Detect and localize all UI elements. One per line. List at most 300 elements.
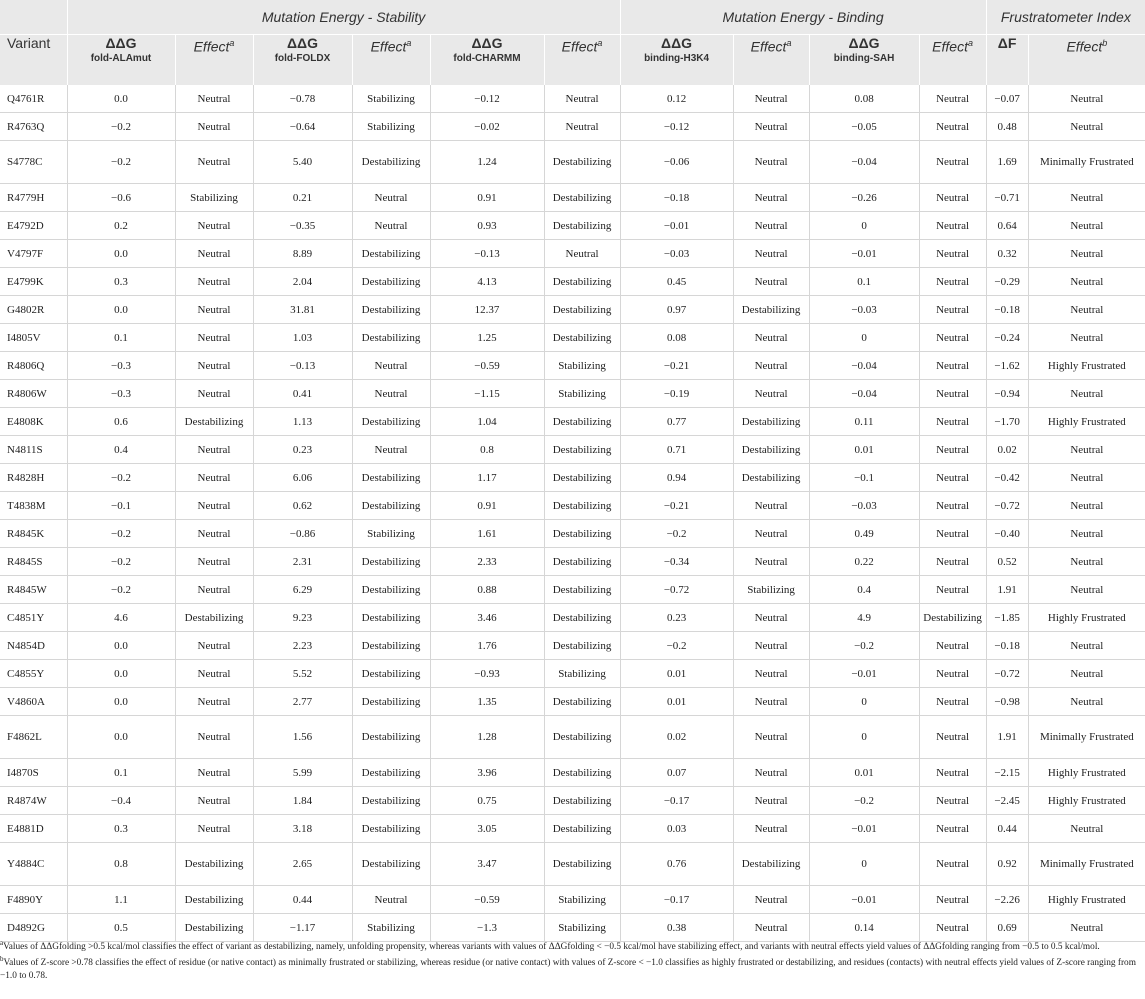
ddg-h3k4-cell: −0.21: [620, 492, 733, 520]
ddg-h3k4-cell: 0.45: [620, 268, 733, 296]
ddg-charmm-cell: 1.17: [430, 464, 544, 492]
effect-h3k4-cell: Neutral: [733, 759, 809, 787]
frustration-effect-cell: Neutral: [1028, 324, 1145, 352]
effect-charmm-cell: Destabilizing: [544, 604, 620, 632]
table-row: [0, 352, 1145, 380]
delta-f-cell: −0.18: [986, 632, 1028, 660]
variant-cell: V4797F: [0, 240, 67, 268]
col-header-ddg-charmm: [430, 35, 544, 86]
ddg-alamut-cell: −0.3: [67, 380, 175, 408]
effect-alamut-cell: Stabilizing: [175, 184, 253, 212]
effect-foldx-cell: Destabilizing: [352, 632, 430, 660]
frustration-effect-cell: Neutral: [1028, 815, 1145, 843]
variant-cell: E4792D: [0, 212, 67, 240]
effect-sah-cell: Neutral: [919, 380, 986, 408]
ddg-sah-cell: 0.49: [809, 520, 919, 548]
ddg-charmm-cell: 1.25: [430, 324, 544, 352]
effect-h3k4-cell: Neutral: [733, 184, 809, 212]
effect-charmm-cell: Destabilizing: [544, 759, 620, 787]
frustration-effect-cell: Highly Frustrated: [1028, 759, 1145, 787]
frustration-effect-cell: Neutral: [1028, 184, 1145, 212]
ddg-foldx-cell: 6.29: [253, 576, 352, 604]
ddg-sah-cell: 0: [809, 212, 919, 240]
variant-cell: R4828H: [0, 464, 67, 492]
effect-charmm-cell: Destabilizing: [544, 296, 620, 324]
effect-sah-cell: Neutral: [919, 716, 986, 759]
effect-foldx-cell: Destabilizing: [352, 296, 430, 324]
delta-f-cell: 0.92: [986, 843, 1028, 886]
effect-charmm-cell: Destabilizing: [544, 268, 620, 296]
effect-h3k4-cell: Destabilizing: [733, 843, 809, 886]
ddg-alamut-cell: −0.2: [67, 464, 175, 492]
ddg-h3k4-cell: 0.94: [620, 464, 733, 492]
table-header: [0, 0, 1145, 85]
frustration-effect-cell: Neutral: [1028, 436, 1145, 464]
effect-foldx-cell: Destabilizing: [352, 716, 430, 759]
variant-cell: I4870S: [0, 759, 67, 787]
ddg-foldx-cell: 3.18: [253, 815, 352, 843]
ddg-sah-cell: 0.01: [809, 759, 919, 787]
effect-charmm-cell: Destabilizing: [544, 141, 620, 184]
footnote-a-mark: a: [0, 939, 4, 947]
ddg-charmm-cell: 3.47: [430, 843, 544, 886]
effect-h3k4-cell: Neutral: [733, 141, 809, 184]
effect-sah-cell: Neutral: [919, 324, 986, 352]
variant-cell: E4881D: [0, 815, 67, 843]
frustration-effect-cell: Highly Frustrated: [1028, 408, 1145, 436]
ddg-h3k4-cell: 0.01: [620, 660, 733, 688]
col-header-variant: Variant: [0, 35, 67, 86]
ddg-charmm-cell: 0.75: [430, 787, 544, 815]
effect-sah-cell: Neutral: [919, 576, 986, 604]
group-header-frustration: Frustratometer Index: [986, 0, 1145, 35]
effect-sah-cell: Neutral: [919, 787, 986, 815]
ddg-alamut-cell: 0.0: [67, 716, 175, 759]
ddg-charmm-cell: 0.88: [430, 576, 544, 604]
effect-alamut-cell: Destabilizing: [175, 408, 253, 436]
ddg-foldx-cell: 5.52: [253, 660, 352, 688]
effect-foldx-cell: Neutral: [352, 184, 430, 212]
ddg-alamut-cell: 0.0: [67, 85, 175, 113]
col-header-effect: [175, 35, 253, 86]
effect-sah-cell: Neutral: [919, 268, 986, 296]
ddg-charmm-cell: 4.13: [430, 268, 544, 296]
delta-f-cell: −2.26: [986, 886, 1028, 914]
effect-h3k4-cell: Neutral: [733, 85, 809, 113]
effect-h3k4-cell: Neutral: [733, 492, 809, 520]
effect-charmm-cell: Destabilizing: [544, 520, 620, 548]
delta-f-cell: −0.18: [986, 296, 1028, 324]
ddg-h3k4-cell: −0.03: [620, 240, 733, 268]
ddg-alamut-cell: −0.4: [67, 787, 175, 815]
table-row: [0, 85, 1145, 113]
variant-cell: F4862L: [0, 716, 67, 759]
ddg-foldx-cell: 5.99: [253, 759, 352, 787]
ddg-charmm-cell: 1.04: [430, 408, 544, 436]
effect-foldx-cell: Destabilizing: [352, 815, 430, 843]
frustration-effect-cell: Neutral: [1028, 492, 1145, 520]
ddg-sah-cell: −0.2: [809, 632, 919, 660]
col-header-effect: [352, 35, 430, 86]
ddg-h3k4-cell: −0.06: [620, 141, 733, 184]
table-row: [0, 408, 1145, 436]
ddg-foldx-cell: 1.03: [253, 324, 352, 352]
ddg-sah-cell: 0: [809, 688, 919, 716]
ddg-h3k4-cell: 0.23: [620, 604, 733, 632]
effect-foldx-cell: Destabilizing: [352, 464, 430, 492]
ddg-alamut-cell: 0.0: [67, 660, 175, 688]
ddg-h3k4-cell: −0.17: [620, 787, 733, 815]
ddg-sah-cell: 0.4: [809, 576, 919, 604]
delta-f-cell: −0.07: [986, 85, 1028, 113]
ddg-foldx-cell: 0.23: [253, 436, 352, 464]
ddg-sah-cell: 0.01: [809, 436, 919, 464]
effect-foldx-cell: Stabilizing: [352, 914, 430, 942]
ddg-alamut-cell: 4.6: [67, 604, 175, 632]
variant-cell: R4763Q: [0, 113, 67, 141]
effect-h3k4-cell: Destabilizing: [733, 408, 809, 436]
effect-foldx-cell: Neutral: [352, 436, 430, 464]
delta-f-cell: −0.72: [986, 660, 1028, 688]
ddg-charmm-cell: −0.59: [430, 352, 544, 380]
ddg-charmm-cell: 1.61: [430, 520, 544, 548]
delta-f-cell: 1.91: [986, 576, 1028, 604]
effect-charmm-cell: Stabilizing: [544, 352, 620, 380]
effect-h3k4-cell: Neutral: [733, 212, 809, 240]
variant-cell: N4811S: [0, 436, 67, 464]
ddg-alamut-cell: 0.3: [67, 268, 175, 296]
ddg-h3k4-cell: −0.72: [620, 576, 733, 604]
effect-alamut-cell: Neutral: [175, 759, 253, 787]
delta-f-cell: 0.64: [986, 212, 1028, 240]
ddg-alamut-cell: 0.3: [67, 815, 175, 843]
ddg-symbol: ΔΔG: [661, 35, 693, 51]
effect-foldx-cell: Destabilizing: [352, 141, 430, 184]
ddg-h3k4-cell: −0.01: [620, 212, 733, 240]
ddg-subscript: binding-SAH: [833, 53, 895, 64]
ddg-foldx-cell: 0.41: [253, 380, 352, 408]
delta-f-cell: 0.32: [986, 240, 1028, 268]
delta-f-cell: 0.02: [986, 436, 1028, 464]
table-row: [0, 141, 1145, 184]
effect-alamut-cell: Neutral: [175, 815, 253, 843]
effect-foldx-cell: Neutral: [352, 352, 430, 380]
col-header-delta-f: ΔF: [986, 35, 1028, 86]
delta-f-cell: 0.48: [986, 113, 1028, 141]
table-row: [0, 184, 1145, 212]
table-row: [0, 464, 1145, 492]
effect-sah-cell: Neutral: [919, 815, 986, 843]
ddg-subscript: fold-FOLDX: [274, 53, 331, 64]
effect-alamut-cell: Neutral: [175, 548, 253, 576]
effect-alamut-cell: Neutral: [175, 324, 253, 352]
frustration-effect-cell: Neutral: [1028, 240, 1145, 268]
effect-alamut-cell: Neutral: [175, 85, 253, 113]
variant-cell: C4851Y: [0, 604, 67, 632]
group-header-blank: [0, 0, 67, 35]
delta-f-cell: −1.62: [986, 352, 1028, 380]
variant-cell: R4806W: [0, 380, 67, 408]
delta-f-cell: −0.42: [986, 464, 1028, 492]
ddg-alamut-cell: 0.5: [67, 914, 175, 942]
frustration-effect-cell: Minimally Frustrated: [1028, 716, 1145, 759]
ddg-sah-cell: −0.04: [809, 380, 919, 408]
ddg-sah-cell: −0.01: [809, 886, 919, 914]
effect-charmm-cell: Stabilizing: [544, 886, 620, 914]
effect-foldx-cell: Destabilizing: [352, 268, 430, 296]
effect-charmm-cell: Destabilizing: [544, 492, 620, 520]
effect-sah-cell: Destabilizing: [919, 604, 986, 632]
variant-cell: R4845W: [0, 576, 67, 604]
frustration-effect-cell: Neutral: [1028, 632, 1145, 660]
effect-h3k4-cell: Neutral: [733, 604, 809, 632]
table-row: [0, 240, 1145, 268]
ddg-foldx-cell: 1.84: [253, 787, 352, 815]
effect-foldx-cell: Destabilizing: [352, 492, 430, 520]
col-header-effect: [919, 35, 986, 86]
frustration-effect-cell: Neutral: [1028, 380, 1145, 408]
effect-sah-cell: Neutral: [919, 548, 986, 576]
effect-alamut-cell: Neutral: [175, 240, 253, 268]
effect-sah-cell: Neutral: [919, 212, 986, 240]
col-header-ddg-h3k4: [620, 35, 733, 86]
table-row: [0, 688, 1145, 716]
table-row: [0, 843, 1145, 886]
ddg-foldx-cell: 31.81: [253, 296, 352, 324]
frustration-effect-cell: Neutral: [1028, 576, 1145, 604]
ddg-charmm-cell: 1.76: [430, 632, 544, 660]
ddg-symbol: ΔΔG: [471, 35, 503, 51]
effect-charmm-cell: Destabilizing: [544, 212, 620, 240]
ddg-charmm-cell: −1.3: [430, 914, 544, 942]
table-row: [0, 548, 1145, 576]
effect-alamut-cell: Neutral: [175, 296, 253, 324]
effect-h3k4-cell: Neutral: [733, 886, 809, 914]
delta-f-cell: −1.70: [986, 408, 1028, 436]
effect-charmm-cell: Neutral: [544, 240, 620, 268]
variant-cell: N4854D: [0, 632, 67, 660]
frustration-effect-cell: Highly Frustrated: [1028, 352, 1145, 380]
variant-cell: D4892G: [0, 914, 67, 942]
effect-alamut-cell: Neutral: [175, 268, 253, 296]
table-row: [0, 632, 1145, 660]
ddg-charmm-cell: 1.35: [430, 688, 544, 716]
table-row: [0, 436, 1145, 464]
variant-cell: R4874W: [0, 787, 67, 815]
ddg-sah-cell: 0.1: [809, 268, 919, 296]
ddg-alamut-cell: −0.2: [67, 113, 175, 141]
effect-h3k4-cell: Neutral: [733, 632, 809, 660]
frustration-effect-cell: Neutral: [1028, 268, 1145, 296]
ddg-alamut-cell: 0.1: [67, 759, 175, 787]
group-header-row: [0, 0, 1145, 35]
footnote-mark: a: [967, 38, 973, 48]
ddg-sah-cell: −0.03: [809, 492, 919, 520]
effect-h3k4-cell: Neutral: [733, 787, 809, 815]
footnote-b: [0, 953, 1140, 982]
effect-foldx-cell: Destabilizing: [352, 324, 430, 352]
variant-cell: R4779H: [0, 184, 67, 212]
ddg-charmm-cell: −0.93: [430, 660, 544, 688]
ddg-h3k4-cell: 0.12: [620, 85, 733, 113]
effect-charmm-cell: Destabilizing: [544, 464, 620, 492]
frustration-effect-cell: Neutral: [1028, 914, 1145, 942]
col-header-ddg-foldx: [253, 35, 352, 86]
effect-h3k4-cell: Destabilizing: [733, 436, 809, 464]
ddg-sah-cell: −0.01: [809, 240, 919, 268]
table-row: [0, 296, 1145, 324]
variant-cell: R4806Q: [0, 352, 67, 380]
ddg-alamut-cell: 1.1: [67, 886, 175, 914]
footnotes: [0, 937, 1140, 982]
ddg-charmm-cell: −0.02: [430, 113, 544, 141]
ddg-h3k4-cell: −0.34: [620, 548, 733, 576]
ddg-alamut-cell: −0.3: [67, 352, 175, 380]
effect-charmm-cell: Stabilizing: [544, 914, 620, 942]
table-row: [0, 268, 1145, 296]
effect-foldx-cell: Stabilizing: [352, 85, 430, 113]
effect-sah-cell: Neutral: [919, 660, 986, 688]
effect-sah-cell: Neutral: [919, 464, 986, 492]
ddg-alamut-cell: −0.1: [67, 492, 175, 520]
ddg-charmm-cell: 1.24: [430, 141, 544, 184]
effect-charmm-cell: Destabilizing: [544, 632, 620, 660]
ddg-charmm-cell: −1.15: [430, 380, 544, 408]
effect-charmm-cell: Destabilizing: [544, 716, 620, 759]
effect-alamut-cell: Neutral: [175, 464, 253, 492]
table-row: [0, 787, 1145, 815]
delta-f-cell: −0.29: [986, 268, 1028, 296]
effect-alamut-cell: Neutral: [175, 113, 253, 141]
variant-cell: S4778C: [0, 141, 67, 184]
variant-cell: Y4884C: [0, 843, 67, 886]
ddg-sah-cell: 0: [809, 324, 919, 352]
ddg-charmm-cell: −0.59: [430, 886, 544, 914]
effect-alamut-cell: Neutral: [175, 576, 253, 604]
ddg-h3k4-cell: 0.38: [620, 914, 733, 942]
effect-sah-cell: Neutral: [919, 688, 986, 716]
footnote-mark: a: [786, 38, 792, 48]
effect-h3k4-cell: Neutral: [733, 716, 809, 759]
effect-sah-cell: Neutral: [919, 85, 986, 113]
ddg-sah-cell: −0.26: [809, 184, 919, 212]
frustration-effect-cell: Neutral: [1028, 688, 1145, 716]
effect-label: Effect: [932, 38, 968, 55]
ddg-foldx-cell: 5.40: [253, 141, 352, 184]
ddg-charmm-cell: 12.37: [430, 296, 544, 324]
effect-h3k4-cell: Neutral: [733, 324, 809, 352]
delta-f-cell: 1.69: [986, 141, 1028, 184]
col-header-ddg-alamut: [67, 35, 175, 86]
delta-f-cell: −0.98: [986, 688, 1028, 716]
effect-sah-cell: Neutral: [919, 436, 986, 464]
effect-foldx-cell: Destabilizing: [352, 787, 430, 815]
ddg-subscript: binding-H3K4: [644, 53, 710, 64]
frustration-effect-cell: Neutral: [1028, 520, 1145, 548]
table-row: [0, 113, 1145, 141]
frustration-effect-cell: Neutral: [1028, 548, 1145, 576]
effect-sah-cell: Neutral: [919, 759, 986, 787]
ddg-alamut-cell: 0.1: [67, 324, 175, 352]
col-header-ddg-sah: [809, 35, 919, 86]
ddg-h3k4-cell: −0.2: [620, 632, 733, 660]
delta-f-cell: −2.15: [986, 759, 1028, 787]
footnote-b-text: Values of Z-score >0.78 classifies the effect of residue (or native contact) as minimally frustrated or stabilizing, whereas residue (or native contact) with values of Z-score < −1.0 classifies as highly frustrated or destabilizing, and residues (contacts) with neutral effects yield values of Z-score ranging from −1.0 to 0.78.: [0, 958, 1136, 981]
footnote-mark: b: [1102, 38, 1108, 48]
effect-h3k4-cell: Stabilizing: [733, 576, 809, 604]
ddg-alamut-cell: 0.0: [67, 240, 175, 268]
ddg-charmm-cell: 3.46: [430, 604, 544, 632]
effect-charmm-cell: Destabilizing: [544, 324, 620, 352]
variant-cell: Q4761R: [0, 85, 67, 113]
effect-charmm-cell: Neutral: [544, 113, 620, 141]
ddg-foldx-cell: 2.04: [253, 268, 352, 296]
effect-charmm-cell: Destabilizing: [544, 408, 620, 436]
ddg-foldx-cell: −0.64: [253, 113, 352, 141]
effect-foldx-cell: Destabilizing: [352, 240, 430, 268]
ddg-foldx-cell: −0.13: [253, 352, 352, 380]
ddg-symbol: ΔΔG: [848, 35, 880, 51]
group-header-binding: Mutation Energy - Binding: [620, 0, 986, 35]
effect-alamut-cell: Neutral: [175, 436, 253, 464]
delta-f-cell: 1.91: [986, 716, 1028, 759]
effect-charmm-cell: Destabilizing: [544, 184, 620, 212]
ddg-alamut-cell: 0.2: [67, 212, 175, 240]
variant-cell: C4855Y: [0, 660, 67, 688]
ddg-h3k4-cell: 0.71: [620, 436, 733, 464]
ddg-sah-cell: −0.04: [809, 141, 919, 184]
ddg-sah-cell: −0.04: [809, 352, 919, 380]
ddg-h3k4-cell: 0.76: [620, 843, 733, 886]
ddg-h3k4-cell: 0.03: [620, 815, 733, 843]
ddg-h3k4-cell: −0.12: [620, 113, 733, 141]
ddg-h3k4-cell: 0.97: [620, 296, 733, 324]
ddg-alamut-cell: −0.6: [67, 184, 175, 212]
effect-h3k4-cell: Neutral: [733, 520, 809, 548]
ddg-alamut-cell: 0.6: [67, 408, 175, 436]
table-row: [0, 815, 1145, 843]
effect-foldx-cell: Stabilizing: [352, 113, 430, 141]
effect-alamut-cell: Neutral: [175, 492, 253, 520]
ddg-foldx-cell: 2.31: [253, 548, 352, 576]
table-row: [0, 492, 1145, 520]
effect-charmm-cell: Destabilizing: [544, 688, 620, 716]
effect-foldx-cell: Neutral: [352, 886, 430, 914]
effect-charmm-cell: Destabilizing: [544, 787, 620, 815]
table-row: [0, 520, 1145, 548]
table-row: [0, 716, 1145, 759]
effect-alamut-cell: Neutral: [175, 352, 253, 380]
ddg-sah-cell: 0: [809, 716, 919, 759]
frustration-effect-cell: Highly Frustrated: [1028, 604, 1145, 632]
ddg-alamut-cell: −0.2: [67, 141, 175, 184]
delta-f-cell: −2.45: [986, 787, 1028, 815]
ddg-sah-cell: −0.05: [809, 113, 919, 141]
effect-alamut-cell: Destabilizing: [175, 914, 253, 942]
effect-alamut-cell: Destabilizing: [175, 886, 253, 914]
effect-foldx-cell: Destabilizing: [352, 843, 430, 886]
delta-f-cell: −0.40: [986, 520, 1028, 548]
ddg-h3k4-cell: −0.19: [620, 380, 733, 408]
ddg-alamut-cell: 0.0: [67, 688, 175, 716]
variant-cell: I4805V: [0, 324, 67, 352]
ddg-foldx-cell: 0.62: [253, 492, 352, 520]
ddg-alamut-cell: 0.0: [67, 632, 175, 660]
col-header-effect: [544, 35, 620, 86]
ddg-foldx-cell: 6.06: [253, 464, 352, 492]
effect-h3k4-cell: Neutral: [733, 268, 809, 296]
ddg-sah-cell: 0.22: [809, 548, 919, 576]
